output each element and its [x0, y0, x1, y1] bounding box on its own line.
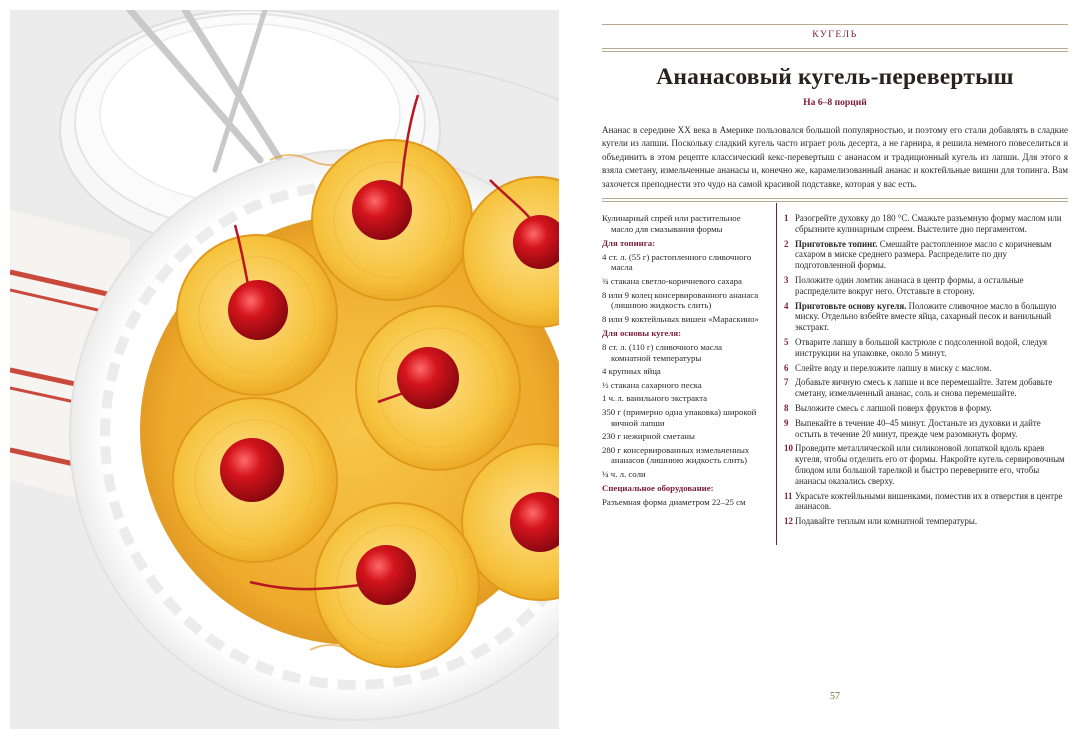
ingredient: 1 ч. л. ванильного экстракта — [602, 393, 708, 404]
step — [784, 239, 1068, 271]
step — [784, 213, 1068, 235]
step-number: 9 — [784, 417, 789, 428]
step — [784, 377, 1068, 399]
step-text: Смешайте растопленное масло с коричневым сахаром в миске среднего размера. Распределите по дну подготовленной формы. — [795, 238, 1052, 271]
step-number: 1 — [784, 213, 789, 223]
step — [784, 443, 1068, 486]
step-number: 12 — [784, 516, 793, 527]
step-number: 5 — [784, 336, 789, 347]
section-rule-double — [602, 201, 1068, 202]
step — [784, 491, 1068, 513]
step — [784, 516, 1068, 527]
step-title: Приготовьте топинг. — [795, 238, 878, 249]
food-photo — [10, 10, 559, 729]
step-number: 2 — [784, 238, 789, 249]
ingredient: ½ стакана сахарного песка — [602, 379, 702, 390]
section-rule — [602, 198, 1068, 199]
base-heading: Для основы кугеля: — [602, 328, 682, 339]
column-divider — [776, 203, 777, 545]
top-rule — [602, 24, 1068, 25]
step-text: Положите сливочное масло в большую миску. Отдельно взбейте вместе яйца, сахарный песок и ванильный экстракт. — [795, 300, 1057, 333]
step-number: 6 — [784, 362, 789, 373]
ingredient: ¼ ч. л. соли — [602, 468, 646, 479]
step — [784, 275, 1068, 297]
section-label: КУГЕЛЬ — [812, 30, 858, 40]
step-text: Добавьте яичную смесь к лапше и все перемешайте. Затем добавьте сметану, измельченный ананас, соль и снова перемешайте. — [795, 377, 1053, 399]
step-title: Приготовьте основу кугеля. — [795, 300, 907, 311]
ingredient: 8 или 9 колец консервированного ананаса (лишнюю жидкость слить) — [602, 289, 759, 311]
ingredients-list — [602, 213, 762, 511]
page-number: 57 — [830, 691, 840, 702]
equipment-heading: Специальное оборудование: — [602, 483, 714, 494]
topping-heading: Для топинга: — [602, 238, 656, 249]
step-number: 3 — [784, 274, 789, 285]
ingredient: 230 г нежирной сметаны — [602, 431, 695, 442]
step-text: Украсьте коктейльными вишенками, поместив их в отверстия в центре ананасов. — [795, 490, 1063, 512]
header-rule — [602, 48, 1068, 49]
step-text: Положите один ломтик ананаса в центр формы, а остальные распределите вокруг него. Отставьте в сторону. — [795, 274, 1024, 296]
recipe-page — [602, 0, 1068, 739]
step-text: Разогрейте духовку до 180 °C. Смажьте разъемную форму маслом или сбрызните кулинарным спреем. Выстелите дно пергаментом. — [795, 213, 1062, 234]
header-rule-double — [602, 51, 1068, 52]
step-number: 4 — [784, 300, 789, 311]
ingredient: 4 крупных яйца — [602, 366, 661, 377]
servings: На 6–8 порций — [803, 97, 867, 108]
step-number: 8 — [784, 402, 789, 413]
step-text: Проведите металлической или силиконовой лопаткой вдоль краев кугеля, чтобы отделить его от формы. Накройте кугель сервировочным блюдом или большой тарелкой и быстро переверните его, чтобы ананасы оказались сверху. — [795, 443, 1065, 486]
step — [784, 418, 1068, 440]
step-number: 11 — [784, 490, 793, 501]
step — [784, 301, 1068, 333]
pineapple-kugel-illustration — [10, 10, 559, 729]
step-text: Отварите лапшу в большой кастрюле с подсоленной водой, следуя инструкции на упаковке, около 5 минут. — [795, 336, 1048, 358]
ingredient: 280 г консервированных измельченных ананасов (лишнюю жидкость слить) — [602, 444, 750, 466]
intro-paragraph: Ананас в середине XX века в Америке пользовался большой популярностью, и поэтому его стали добавлять в сладкие кугели из лапши. Поскольку сладкий кугель часто играет роль десерта, а не гарнира, я решила немного повеселиться и объединить в этом рецепте классический кекс-перевертыш с ананасом и традиционный кугель из лапши. Для этого я взяла сметану, измельченные ананасы и, конечно же, карамелизованный ананас и коктейльные вишни для топинга. Вам захочется преподнести это чудо на самой красивой подставке, которая у вас есть. — [602, 125, 1068, 189]
step-text: Выпекайте в течение 40–45 минут. Достаньте из духовки и дайте остыть в течение 20 минут, прежде чем разомкнуть форму. — [795, 417, 1041, 439]
ingredient: 8 или 9 коктейльных вишен «Мараскино» — [602, 313, 759, 324]
step-text: Выложите смесь с лапшой поверх фруктов в форму. — [795, 402, 992, 413]
ingredient: 4 ст. л. (55 г) растопленного сливочного масла — [602, 251, 752, 273]
equipment-item: Разъемная форма диаметром 22–25 см — [602, 497, 746, 508]
step-text: Подавайте теплым или комнатной температуры. — [795, 516, 978, 527]
ingredient: 8 ст. л. (110 г) сливочного масла комнатной температуры — [602, 341, 722, 363]
step — [784, 337, 1068, 359]
steps-list — [784, 213, 1068, 531]
step-text: Слейте воду и переложите лапшу в миску с маслом. — [795, 362, 992, 373]
step — [784, 363, 1068, 374]
ingredient: ¾ стакана светло-коричневого сахара — [602, 275, 742, 286]
cherry — [220, 438, 284, 502]
ingredient: 350 г (примерно одна упаковка) широкой яичной лапши — [602, 406, 757, 428]
step — [784, 403, 1068, 414]
step-number: 7 — [784, 377, 789, 388]
step-number: 10 — [784, 443, 793, 454]
recipe-title: Ананасовый кугель-перевертыш — [656, 64, 1014, 90]
ingredient: Кулинарный спрей или растительное масло для смазывания формы — [602, 213, 741, 234]
